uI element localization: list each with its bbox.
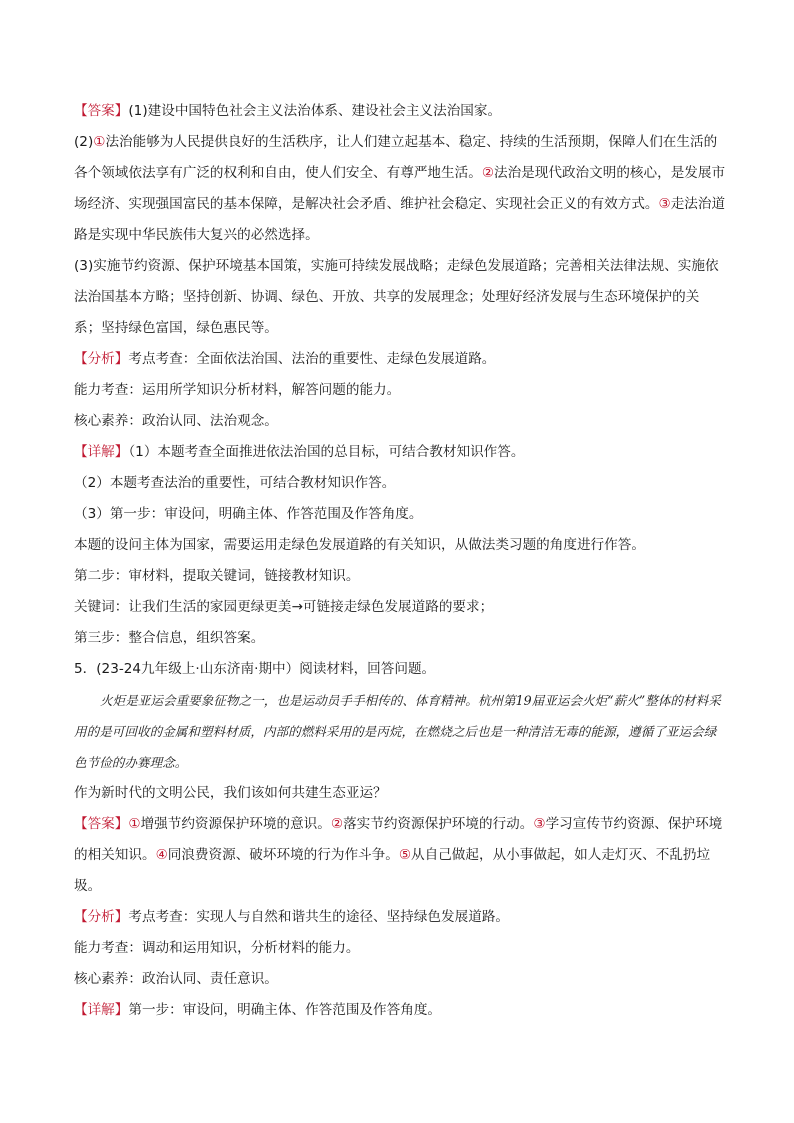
detail-tag: 【详解】 <box>74 1002 129 1018</box>
q4-answer-2: (2)①法治能够为人民提供良好的生活秩序，让人们建立起基本、稳定、持续的生活预期，保障人们在生活的各个领域依法享有广泛的权利和自由，使人们安全、有尊严地生活。②法治是现代政治文明的核心，是发展市场经济、实现强国富民的基本保障，是解决社会矛盾、维护社会稳定、实现社会正义的有效方式。③走法治道路是实现中华民族伟大复兴的必然选择。 <box>74 134 726 243</box>
circled-number: ⑤ <box>398 847 412 863</box>
circled-number: ③ <box>658 196 671 212</box>
q5-detail-1: 【详解】第一步：审设问，明确主体、作答范围及作答角度。 <box>74 1002 442 1018</box>
q4-analysis-2: 能力考查：运用所学知识分析材料，解答问题的能力。 <box>74 382 401 398</box>
circled-number: ④ <box>155 847 168 863</box>
analysis-tag: 【分析】 <box>74 351 129 367</box>
answer-tag: 【答案】 <box>74 103 129 119</box>
q5-question: 作为新时代的文明公民，我们该如何共建生态亚运？ <box>74 785 387 801</box>
q4-answer-3: (3)实施节约资源、保护环境基本国策，实施可持续发展战略；走绿色发展道路；完善相关法律法规、实施依法治国基本方略；坚持创新、协调、绿色、开放、共享的发展理念；处理好经济发展与生态环境保护的关系；坚持绿色富国，绿色惠民等。 <box>74 258 719 336</box>
answer-tag: 【答案】 <box>74 816 129 832</box>
q4-analysis-1: 【分析】考点考查：全面依法治国、法治的重要性、走绿色发展道路。 <box>74 351 496 367</box>
q4-detail-3: （3）第一步：审设问，明确主体、作答范围及作答角度。 <box>74 506 423 522</box>
q5-answer: 【答案】①增强节约资源保护环境的意识。②落实节约资源保护环境的行动。③学习宣传节约资源、保护环境的相关知识。④同浪费资源、破坏环境的行为作斗争。⑤从自己做起，从小事做起，如人走灯灭、不乱扔垃圾。 <box>74 816 723 894</box>
q4-detail-4: 本题的设问主体为国家，需要运用走绿色发展道路的有关知识，从做法类习题的角度进行作答。 <box>74 537 645 553</box>
q4-detail-1: 【详解】（1）本题考查全面推进依法治国的总目标，可结合教材知识作答。 <box>74 444 525 460</box>
circled-number: ① <box>128 816 141 832</box>
circled-number: ③ <box>533 816 546 832</box>
circled-number: ② <box>330 816 344 832</box>
q4-answer-1: 【答案】(1)建设中国特色社会主义法治体系、建设社会主义法治国家。 <box>74 103 502 119</box>
q4-detail-5: 第二步：审材料，提取关键词，链接教材知识。 <box>74 568 360 584</box>
q5-analysis-3: 核心素养：政治认同、责任意识。 <box>74 971 278 987</box>
q4-detail-6: 关键词：让我们生活的家园更绿更美→可链接走绿色发展道路的要求； <box>74 599 494 615</box>
q5-analysis-1: 【分析】考点考查：实现人与自然和谐共生的途径、坚持绿色发展道路。 <box>74 909 509 925</box>
detail-tag: 【详解】 <box>74 444 129 460</box>
q4-analysis-3: 核心素养：政治认同、法治观念。 <box>74 413 278 429</box>
document-page <box>74 96 726 1026</box>
circled-number: ① <box>93 134 106 150</box>
q4-detail-2: （2）本题考查法治的重要性，可结合教材知识作答。 <box>74 475 396 491</box>
circled-number: ② <box>481 165 494 181</box>
q4-detail-7: 第三步：整合信息，组织答案。 <box>74 630 265 646</box>
analysis-tag: 【分析】 <box>74 909 129 925</box>
q5-title: 5．(23-24九年级上·山东济南·期中）阅读材料，回答问题。 <box>74 661 436 677</box>
q5-material: 火炬是亚运会重要象征物之一，也是运动员手手相传的、体育精神。杭州第19届亚运会火炬“薪火”整体的材料采用的是可回收的金属和塑料材质，内部的燃料采用的是丙烷，在燃烧之后也是一种清洁无毒的能源，遵循了亚运会绿色节俭的办赛理念。 <box>74 693 721 770</box>
q5-analysis-2: 能力考查：调动和运用知识，分析材料的能力。 <box>74 940 360 956</box>
